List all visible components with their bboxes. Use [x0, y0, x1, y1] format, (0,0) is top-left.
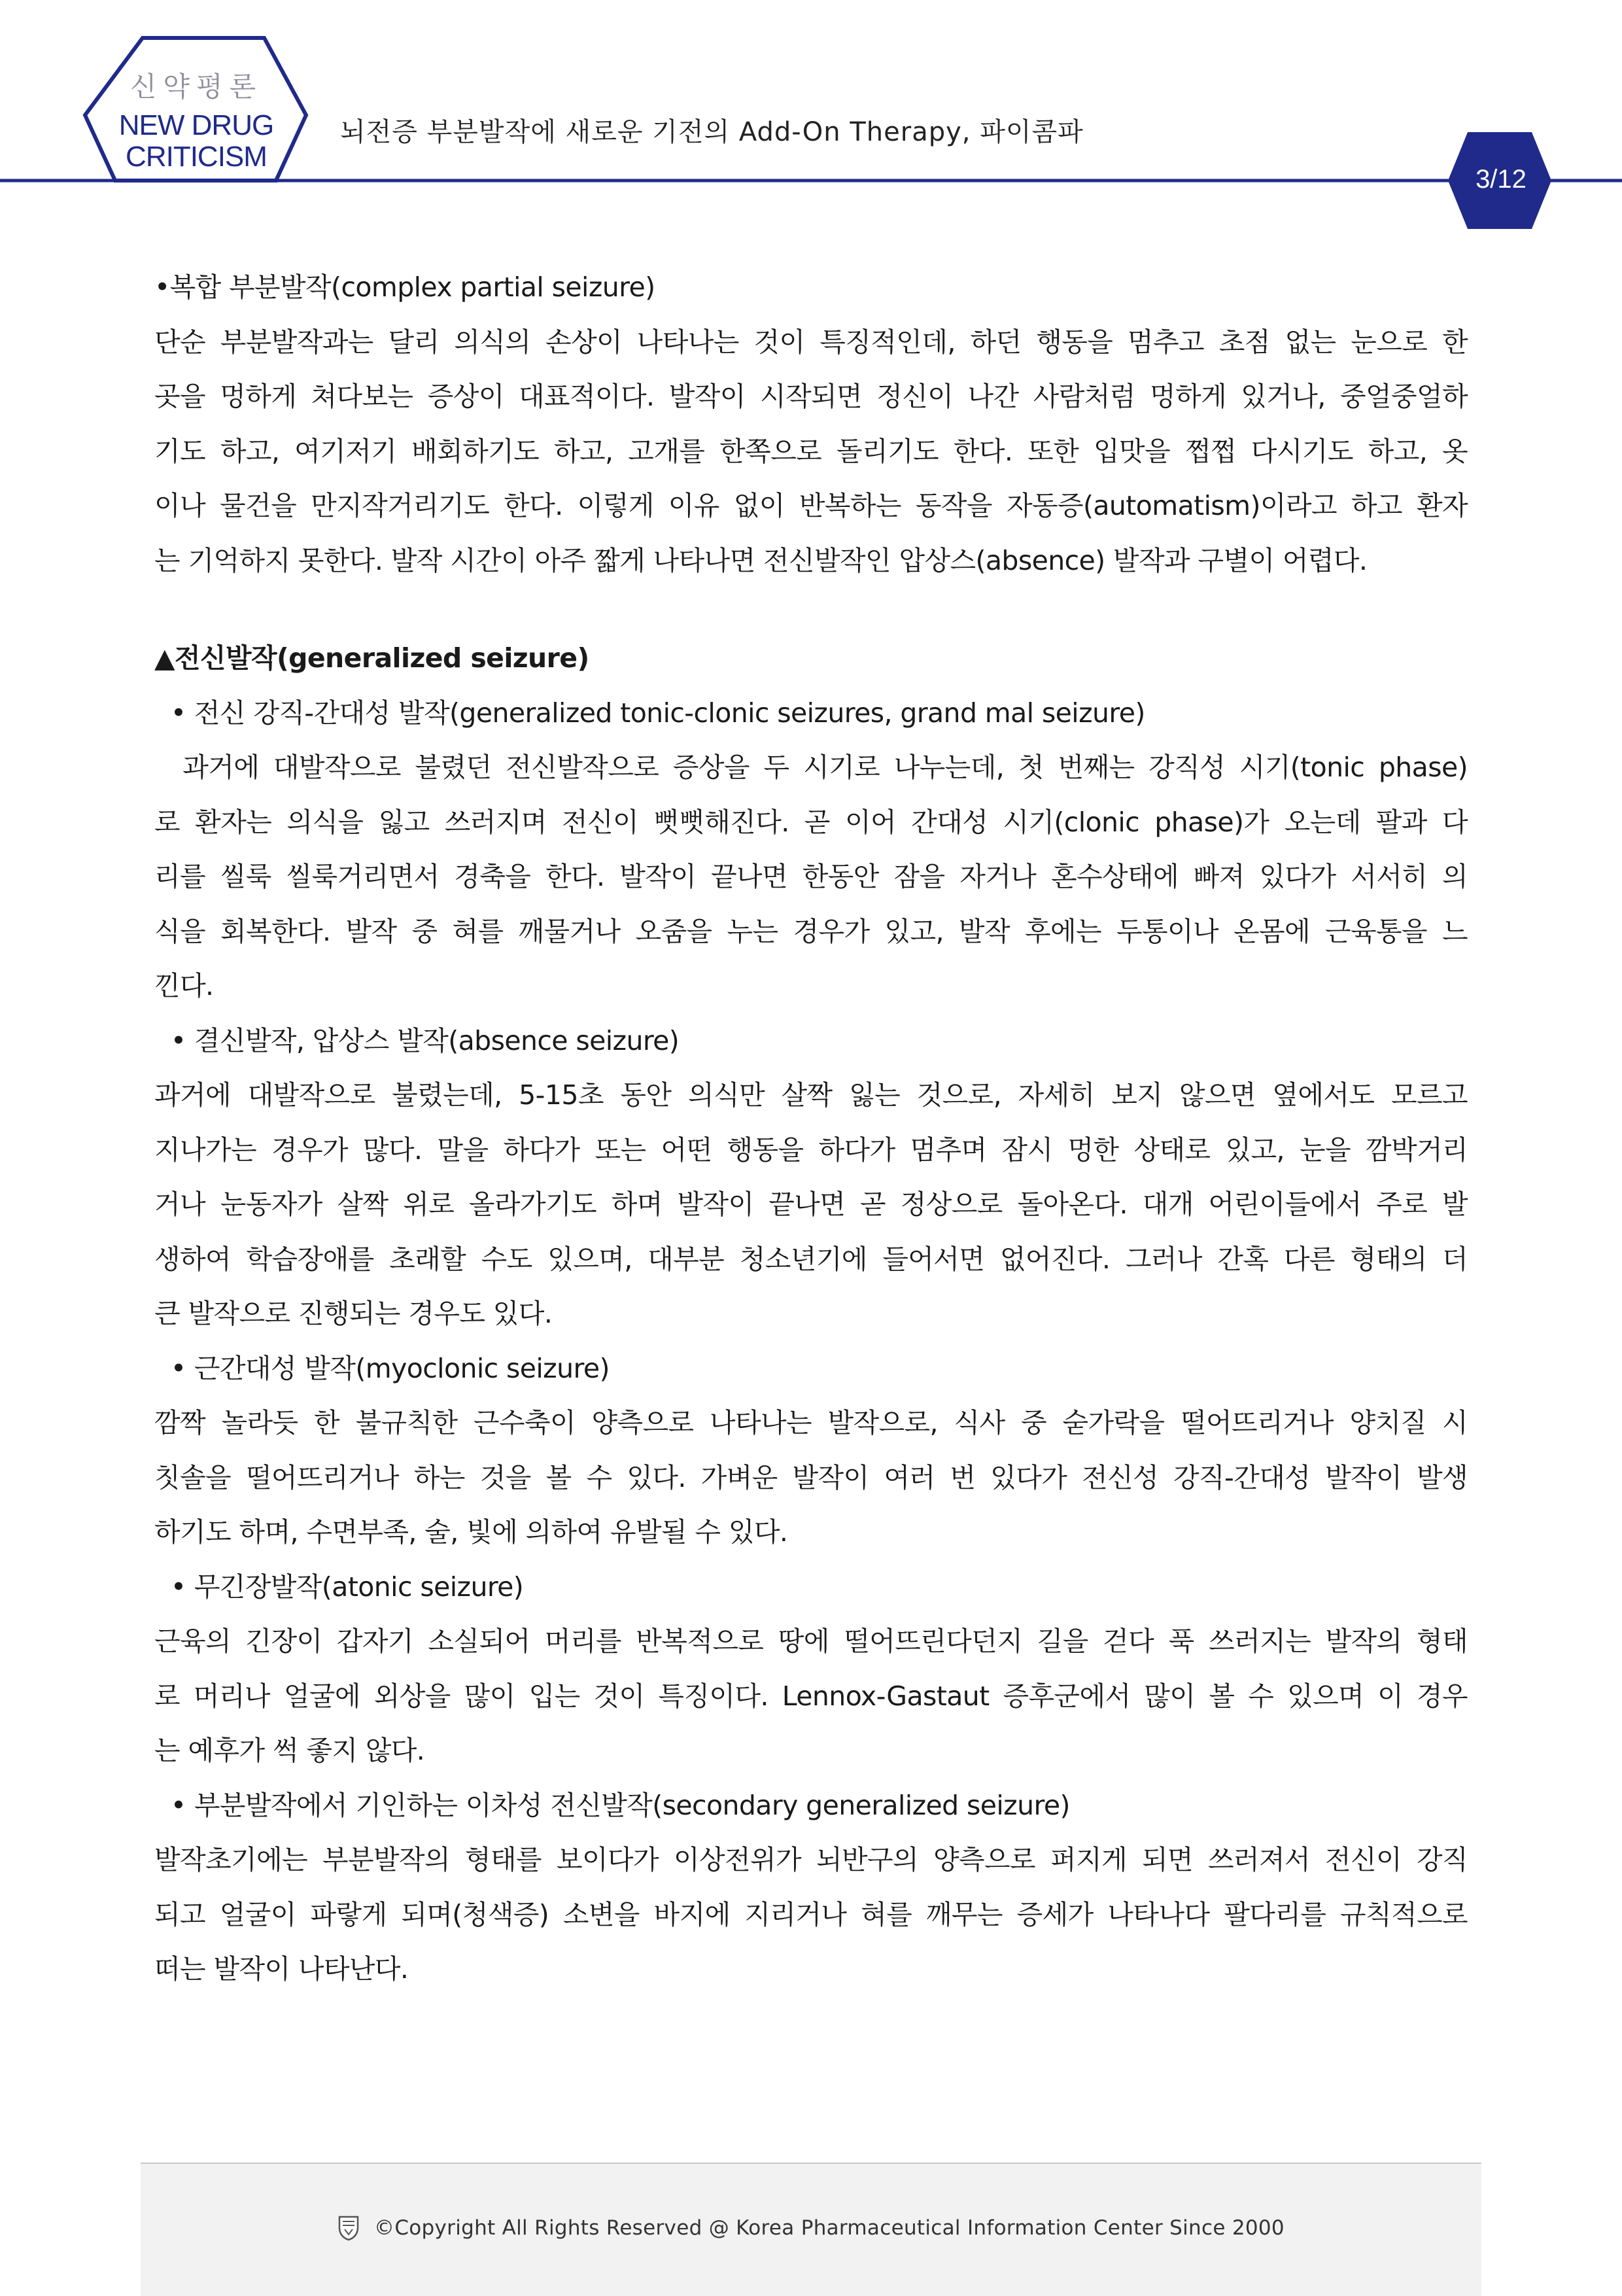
atonic-seizure-heading: • 무긴장발작(atonic seizure) — [154, 1571, 524, 1603]
atonic-seizure-paragraph: 근육의 긴장이 갑자기 소실되어 머리를 반복적으로 땅에 떨어뜨린다던지 길을 걷다 푹 쓰러지는 발작의 형태 로 머리나 얼굴에 외상을 많이 입는 것이 특징이다. Lennox-Gastaut 증후군에서 많이 볼 수 있으며 이 경우 는 예후가 썩 좋지 않다. — [154, 1626, 1468, 1766]
tonic-clonic-paragraph: 과거에 대발작으로 불렸던 전신발작으로 증상을 두 시기로 나누는데, 첫 번째는 강직성 시기(tonic phase) 로 환자는 의식을 잃고 쓰러지며 전신이 뻣뻣해진다. 곧 이어 간대성 시기(clonic phase)가 오는데 팔과 다 리를 씰룩 씰룩거리면서 경축을 한다. 발작이 끝나면 한동안 잠을 자거나 혼수상태에 빠져 있다가 서서히 의 식을 회복한다. 발작 중 혀를 깨물거나 오줌을 누는 경우가 있고, 발작 후에는 두통이나 온몸에 근육통을 느 낀다. — [154, 752, 1468, 1001]
myoclonic-seizure-heading: • 근간대성 발작(myoclonic seizure) — [154, 1352, 610, 1384]
shield-logo-icon — [337, 2215, 360, 2241]
secondary-generalized-heading: • 부분발작에서 기인하는 이차성 전신발작(secondary generalized seizure) — [154, 1789, 1070, 1821]
logo-korean: 신약평론 — [129, 71, 263, 103]
page-number: 3/12 — [1475, 165, 1527, 194]
generalized-seizure-heading: ▲전신발작(generalized seizure) — [154, 642, 589, 674]
complex-partial-paragraph: 단순 부분발작과는 달리 의식의 손상이 나타나는 것이 특징적인데, 하던 행동을 멈추고 초점 없는 눈으로 한 곳을 멍하게 쳐다보는 증상이 대표적이다. 발작이 시작되면 정신이 나간 사람처럼 멍하게 있거나, 중얼중얼하 기도 하고, 여기저기 배회하기도 하고, 고개를 한쪽으로 돌리기도 한다. 또한 입맛을 쩝쩝 다시기도 하고, 옷 이나 물건을 만지작거리기도 한다. 이렇게 이유 없이 반복하는 동작을 자동증(automatism)이라고 하고 환자 는 기억하지 못한다. 발작 시간이 아주 짧게 나타나면 전신발작인 압상스(absence) 발작과 구별이 어렵다. — [154, 326, 1468, 576]
header-title: 뇌전증 부분발작에 새로운 기전의 Add-On Therapy, 파이콤파 — [340, 117, 1084, 147]
tonic-clonic-heading: • 전신 강직-간대성 발작(generalized tonic-clonic seizures, grand mal seizure) — [154, 697, 1145, 729]
logo-line-1: NEW DRUG — [118, 109, 274, 141]
document-body — [154, 260, 1468, 1997]
copyright-text: ©Copyright All Rights Reserved @ Korea Pharmaceutical Information Center Since 2000 — [374, 2216, 1285, 2240]
footer — [0, 2215, 1622, 2241]
absence-seizure-paragraph: 과거에 대발작으로 불렸는데, 5-15초 동안 의식만 살짝 잃는 것으로, 자세히 보지 않으면 옆에서도 모르고 지나가는 경우가 많다. 말을 하다가 또는 어떤 행동을 하다가 멈추며 잠시 멍한 상태로 있고, 눈을 깜박거리 거나 눈동자가 살짝 위로 올라가기도 하며 발작이 끝나면 곧 정상으로 돌아온다. 대개 어린이들에서 주로 발 생하여 학습장애를 초래할 수도 있으며, 대부분 청소년기에 들어서면 없어진다. 그러나 간혹 다른 형태의 더 큰 발작으로 진행되는 경우도 있다. — [154, 1079, 1468, 1329]
logo-line-2: CRITICISM — [126, 141, 267, 173]
absence-seizure-heading: • 결신발작, 압상스 발작(absence seizure) — [154, 1024, 680, 1056]
secondary-generalized-paragraph: 발작초기에는 부분발작의 형태를 보이다가 이상전위가 뇌반구의 양측으로 퍼지게 되면 쓰러져서 전신이 강직 되고 얼굴이 파랗게 되며(청색증) 소변을 바지에 지리거나 혀를 깨무는 증세가 나타나다 팔다리를 규칙적으로 떠는 발작이 나타난다. — [154, 1844, 1468, 1985]
complex-partial-heading: •복합 부분발작(complex partial seizure) — [154, 271, 655, 303]
myoclonic-seizure-paragraph: 깜짝 놀라듯 한 불규칙한 근수축이 양측으로 나타나는 발작으로, 식사 중 숟가락을 떨어뜨리거나 양치질 시 칫솔을 떨어뜨리거나 하는 것을 볼 수 있다. 가벼운 발작이 여러 번 있다가 전신성 강직-간대성 발작이 발생 하기도 하며, 수면부족, 술, 빛에 의하여 유발될 수 있다. — [154, 1407, 1468, 1548]
